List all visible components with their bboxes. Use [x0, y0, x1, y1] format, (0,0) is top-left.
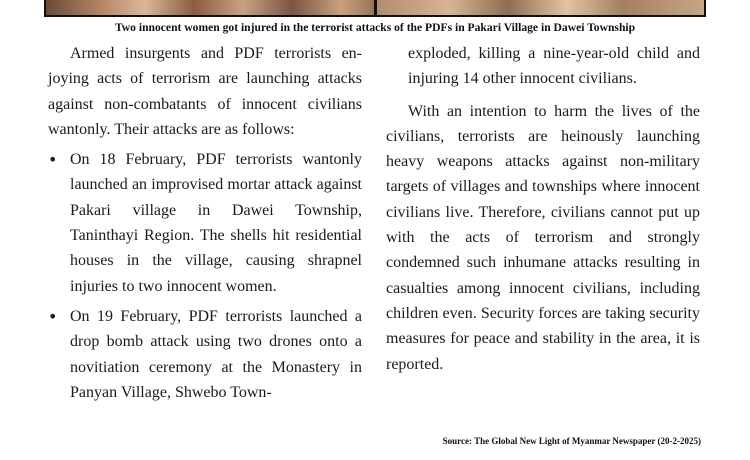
attack-list [48, 147, 362, 405]
left-column [48, 41, 362, 410]
attack-item-1: • On 18 February, PDF terrorists wantonly launched an improvised mortar attack against Pakari village in Dawei Township, Taninthayi Region. The shells hit residential houses in the village, causing shrapnel injuries to two innocent women. [48, 147, 362, 299]
photo-caption: Two innocent women got injured in the terrorist attacks of the PDFs in Pakari Village in Dawei Township [114, 21, 636, 34]
injured-woman-photo-right [377, 0, 705, 15]
photo-strip [44, 0, 706, 17]
intro-paragraph: Armed insurgents and PDF terrorists enjoying acts of terrorism are launching attacks against non-combatants of innocent civilians wantonly. Their attacks are as follows: [48, 45, 362, 138]
conclusion-paragraph: With an intention to harm the lives of the civilians, terrorists are heinously launching heavy weapons attacks against non-military targets of villages and townships where innocent civilians live. Therefore, civilians cannot put up with the acts of terrorism and strongly condemned such inhumane attacks resulting in casualties among innocent civilians, including children even. Security forces are taking security measures for peace and stability in the area, it is reported. [386, 102, 700, 373]
injured-woman-photo-left [46, 0, 374, 15]
right-column [386, 41, 700, 377]
attack-item-2-continuation: exploded, killing a nine-year-old child and injuring 14 other innocent civilians. [408, 45, 700, 88]
source-credit: Source: The Global New Light of Myanmar Newspaper (20-2-2025) [442, 436, 701, 446]
attack-item-2: • On 19 February, PDF terrorists launched a drop bomb attack using two drones onto a novitiation ceremony at the Monastery in Panyan Village, Shwebo Town- [48, 304, 362, 405]
